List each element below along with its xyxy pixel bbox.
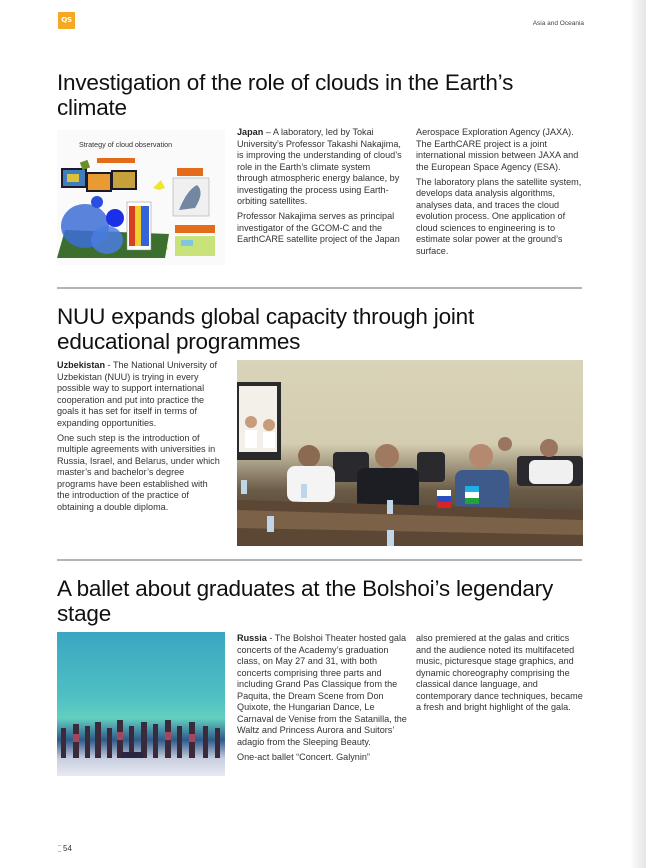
article-clouds-column-1: [237, 127, 402, 249]
section-label: Asia and Oceania: [532, 20, 584, 27]
lead-country: Uzbekistan: [57, 360, 106, 370]
diagram-title: Strategy of cloud observation: [79, 140, 173, 149]
page-marker-icon: [58, 845, 61, 852]
page-number: 54: [58, 844, 72, 853]
paragraph: One-act ballet “Concert. Galynin”: [237, 751, 370, 762]
ballet-photo: [57, 632, 225, 776]
ballet-photo-graphics: [57, 632, 225, 776]
paragraph: also premiered at the galas and critics and the audience noted its multifaceted music, picturesque stage graphics, and dynamic choreography comprising the classical dance language, and contemporary dance techniques, became a fresh and bright highlight of the gala.: [416, 633, 583, 712]
paragraph: Japan – A laboratory, led by Tokai University’s Professor Takashi Nakajima, is improving the understanding of cloud’s role in the Earth’s climate system through atmospheric energy balance, by investigating the process using Earth-orbiting satellites.: [237, 127, 402, 206]
lead-country: Japan: [237, 127, 264, 137]
meeting-photo-graphics: [237, 360, 583, 546]
paragraph: One such step is the introduction of multiple agreements with universities in Russia, Israel, and Belarus, under which master’s and bachelor’s degree programs have been established with the introduction of the practice of obtaining a double diploma.: [57, 432, 220, 512]
meeting-photo: [237, 360, 583, 546]
paragraph: Aerospace Exploration Agency (JAXA). The EarthCARE project is a joint international mission between JAXA and the European Space Agency (ESA).: [416, 127, 579, 172]
article-headline-clouds: Investigation of the role of clouds in the Earth’s climate: [57, 70, 514, 120]
paragraph: Professor Nakajima serves as principal investigator of the GCOM-C and the EarthCARE satellite project of the Japan: [237, 211, 400, 244]
article-nuu-column-1: [57, 360, 222, 517]
article-ballet-column-1: [237, 633, 407, 767]
diagram-graphics: [57, 130, 225, 265]
article-headline-ballet: A ballet about graduates at the Bolshoi’s legendary stage: [57, 576, 553, 626]
page-edge-shadow: [630, 0, 646, 868]
section-divider: [57, 559, 582, 561]
section-divider: [57, 287, 582, 289]
article-ballet-column-2: [416, 633, 584, 717]
paragraph: Russia - The Bolshoi Theater hosted gala concerts of the Academy’s graduation class, on May 27 and 31, with both concerts comprising three parts and including Grand Pas Classique from the Paquita, the Dream Scene from Don Quixote, the Hungarian Dance, Le Carnaval de Venise from the Satanilla, the Waltz and Princess Aurora and Suitors’ adagio from the Sleeping Beauty.: [237, 633, 407, 747]
cloud-observation-diagram: [57, 130, 225, 265]
qs-logo: QS: [58, 12, 75, 29]
article-clouds-column-2: [416, 127, 584, 261]
paragraph: The laboratory plans the satellite system, develops data analysis algorithms, analyses data, and traces the cloud evolution process. One application of cloud sciences to engineering is to estimate solar power at the ground’s surface.: [416, 176, 582, 256]
paragraph: Uzbekistan - The National University of Uzbekistan (NUU) is trying in every possible way to support international cooperation and put into practice the goals it has set for itself in terms of expanding opportunities.: [57, 360, 218, 428]
lead-country: Russia: [237, 633, 267, 643]
article-headline-nuu: NUU expands global capacity through joint educational programmes: [57, 304, 475, 354]
